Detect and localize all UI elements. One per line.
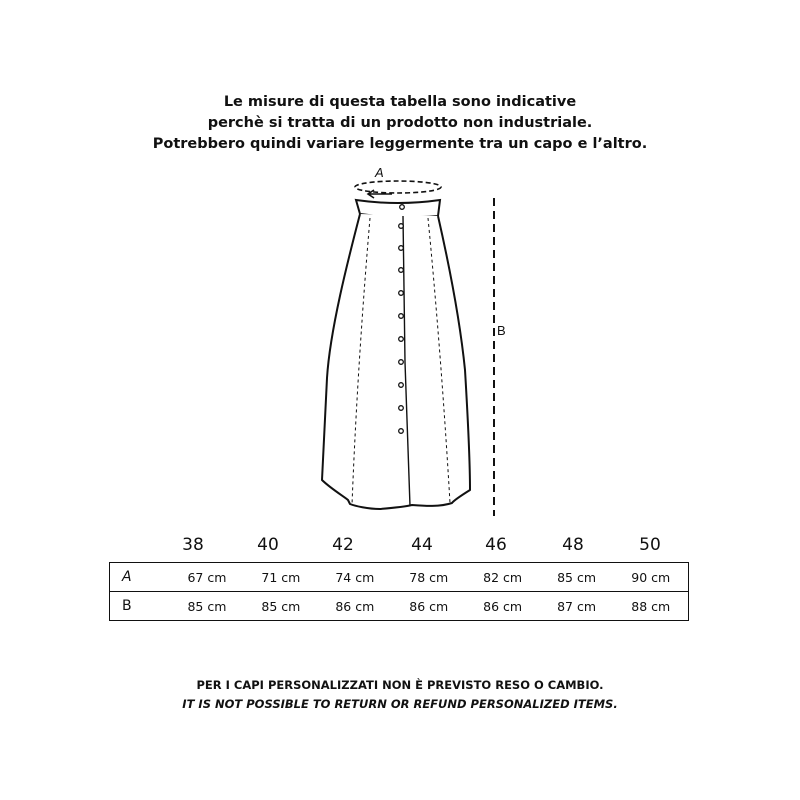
label-a: A	[375, 165, 384, 180]
table-cell: 86 cm	[392, 592, 466, 621]
disclaimer-line-2: perchè si tratta di un prodotto non industriale.	[207, 115, 593, 131]
size-label: 44	[411, 535, 433, 555]
table-cell: 86 cm	[318, 592, 392, 621]
button-icon	[399, 314, 404, 319]
table-cell: 85 cm	[170, 592, 244, 621]
size-label: 42	[332, 535, 354, 555]
return-policy	[0, 676, 800, 714]
table-cell: 86 cm	[466, 592, 540, 621]
waist-arrow-icon	[368, 190, 392, 198]
button-icon	[399, 337, 404, 342]
table-row-b	[110, 592, 689, 621]
table-cell: 85 cm	[540, 563, 614, 592]
table-cell: 78 cm	[392, 563, 466, 592]
button-icon	[399, 224, 404, 229]
return-policy-it: PER I CAPI PERSONALIZZATI NON È PREVISTO RESO O CAMBIO.	[196, 678, 604, 692]
button-icon	[400, 205, 405, 210]
table-cell: 82 cm	[466, 563, 540, 592]
button-icon	[399, 406, 404, 411]
measurements-table	[109, 562, 689, 621]
return-policy-en: IT IS NOT POSSIBLE TO RETURN OR REFUND PERSONALIZED ITEMS.	[182, 697, 618, 711]
disclaimer-line-3: Potrebbero quindi variare leggermente tra un capo e l’altro.	[152, 136, 648, 152]
size-label: 40	[257, 535, 279, 555]
waist-measure-ellipse	[355, 181, 441, 193]
button-icon	[399, 383, 404, 388]
disclaimer-text	[0, 92, 800, 155]
table-cell: 74 cm	[318, 563, 392, 592]
size-label: 50	[639, 535, 661, 555]
table-cell: 67 cm	[170, 563, 244, 592]
size-label: 46	[485, 535, 507, 555]
table-cell: 71 cm	[244, 563, 318, 592]
row-label: A	[110, 563, 171, 592]
button-icon	[399, 246, 404, 251]
button-icon	[399, 429, 404, 434]
table-row-a	[110, 563, 689, 592]
table-cell: 90 cm	[614, 563, 689, 592]
button-icon	[399, 291, 404, 296]
button-icon	[399, 268, 404, 273]
size-header-row	[157, 535, 692, 557]
skirt-diagram	[300, 160, 520, 530]
row-label: B	[110, 592, 171, 621]
button-icon	[399, 360, 404, 365]
table-cell: 87 cm	[540, 592, 614, 621]
disclaimer-line-1: Le misure di questa tabella sono indicative	[223, 94, 577, 110]
size-label: 38	[182, 535, 204, 555]
label-b: B	[497, 323, 506, 338]
table-cell: 85 cm	[244, 592, 318, 621]
table-cell: 88 cm	[614, 592, 689, 621]
size-label: 48	[562, 535, 584, 555]
